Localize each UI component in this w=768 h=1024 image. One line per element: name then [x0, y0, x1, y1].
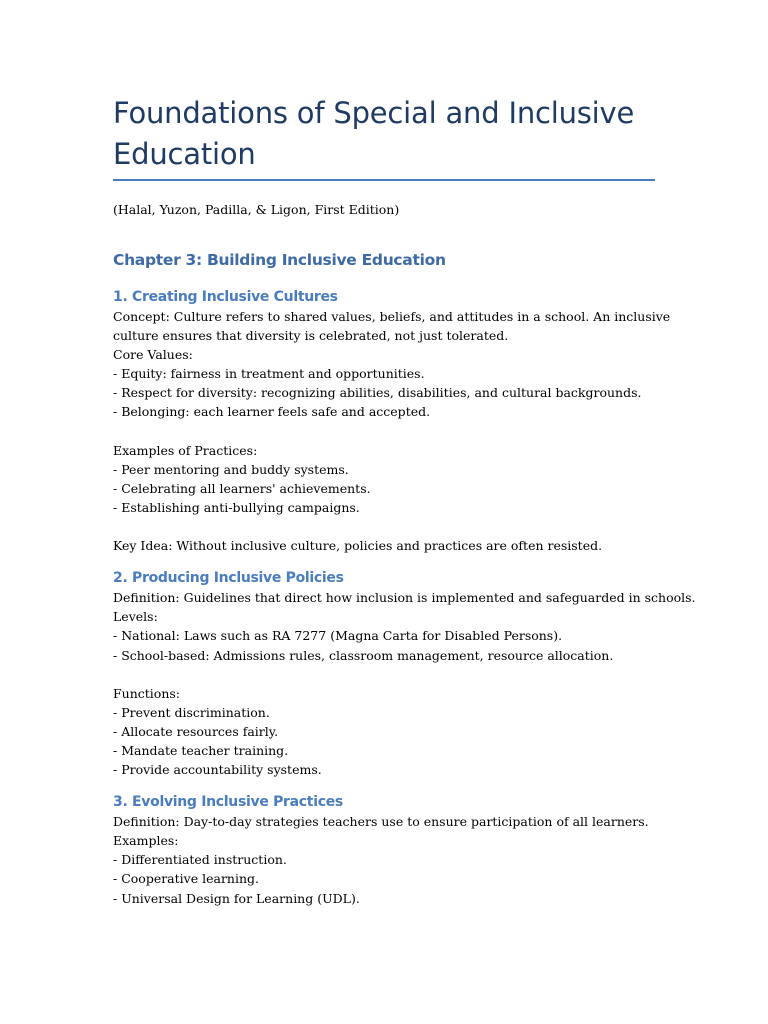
body-line: Functions:	[113, 685, 180, 701]
body-line: - Celebrating all learners' achievements.	[113, 480, 371, 496]
sections-container	[113, 287, 696, 908]
section-heading: 3. Evolving Inclusive Practices	[113, 794, 343, 811]
body-line: - Provide accountability systems.	[113, 762, 322, 778]
blank-line	[113, 422, 655, 441]
section-body	[113, 307, 671, 555]
blank-line	[113, 665, 655, 684]
body-line: culture ensures that diversity is celebrated, not just tolerated.	[113, 328, 509, 344]
body-line: Examples of Practices:	[113, 442, 258, 458]
body-line: - School-based: Admissions rules, classroom management, resource allocation.	[113, 647, 614, 663]
blank-line	[113, 517, 655, 536]
body-line: - Mandate teacher training.	[113, 742, 289, 758]
body-line: - Allocate resources fairly.	[113, 723, 279, 739]
title-divider	[113, 179, 655, 181]
section-heading: 2. Producing Inclusive Policies	[113, 570, 344, 587]
body-line: - Equity: fairness in treatment and opportunities.	[113, 366, 425, 382]
body-line: - Establishing anti-bullying campaigns.	[113, 499, 360, 515]
body-line: Definition: Guidelines that direct how inclusion is implemented and safeguarded in schools.	[113, 590, 696, 606]
section-heading: 1. Creating Inclusive Cultures	[113, 289, 338, 305]
body-line: - National: Laws such as RA 7277 (Magna Carta for Disabled Persons).	[113, 628, 563, 644]
body-line: Concept: Culture refers to shared values, beliefs, and attitudes in a school. An inclusive	[113, 309, 671, 324]
body-line: - Peer mentoring and buddy systems.	[113, 461, 349, 477]
body-line: Key Idea: Without inclusive culture, policies and practices are often resisted.	[113, 538, 603, 554]
citation: (Halal, Yuzon, Padilla, & Ligon, First Edition)	[113, 202, 400, 217]
body-line: - Prevent discrimination.	[113, 704, 270, 720]
body-line: - Universal Design for Learning (UDL).	[113, 890, 360, 906]
body-line: - Differentiated instruction.	[113, 852, 287, 868]
section-body	[113, 588, 696, 779]
body-line: - Cooperative learning.	[113, 871, 259, 887]
body-line: Examples:	[113, 833, 179, 849]
body-line: - Respect for diversity: recognizing abilities, disabilities, and cultural backgrounds.	[113, 385, 642, 401]
section-body	[113, 812, 655, 907]
body-line: Core Values:	[113, 347, 193, 363]
body-line: Levels:	[113, 609, 158, 625]
body-line: - Belonging: each learner feels safe and accepted.	[113, 404, 431, 420]
body-line: Definition: Day-to-day strategies teachers use to ensure participation of all learners.	[113, 814, 649, 830]
document-title: Foundations of Special and Inclusive Education	[113, 96, 635, 171]
chapter-heading: Chapter 3: Building Inclusive Education	[113, 251, 446, 269]
